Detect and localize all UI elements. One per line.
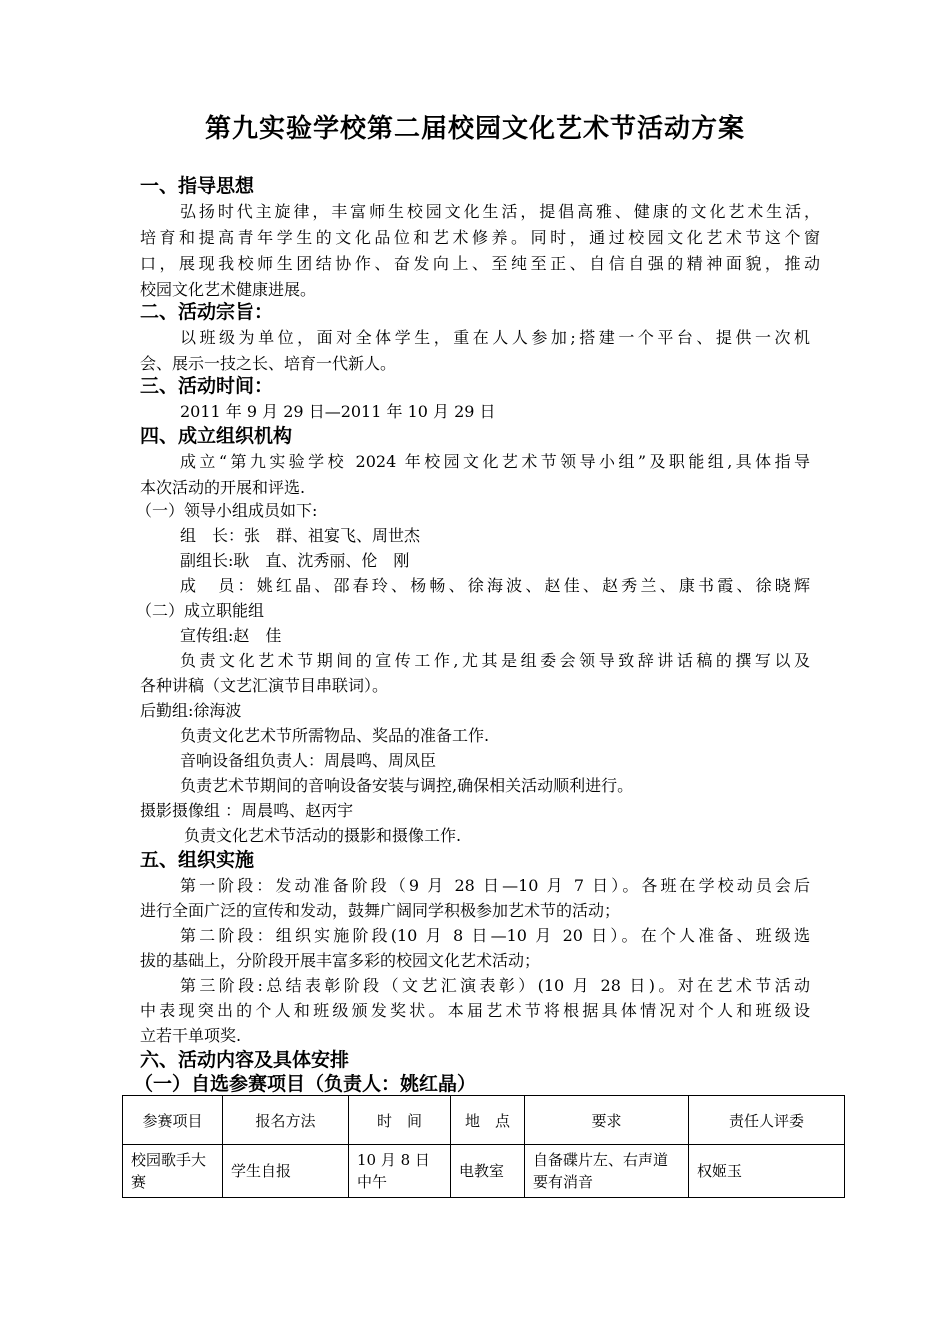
- paragraph-line: 摄影摄像组 ：周晨鸣、赵丙宇: [140, 801, 354, 820]
- table-header-cell: 参赛项目: [123, 1096, 223, 1145]
- activities-table: [122, 1095, 845, 1198]
- document-title: 第九实验学校第二届校园文化艺术节活动方案: [204, 114, 745, 144]
- paragraph-line: 第二阶段：组织实施阶段(10 月 8 日—10 月 20 日）。在个人准备、班级选: [180, 926, 810, 945]
- paragraph-line: 负责文化艺术节期间的宣传工作,尤其是组委会领导致辞讲话稿的撰写以及: [180, 651, 810, 670]
- paragraph-line: 组 长：张 群、祖宴飞、周世杰: [180, 526, 421, 545]
- heading-purpose: 二、活动宗旨：: [140, 301, 274, 323]
- heading-implementation: 五、组织实施: [140, 849, 255, 871]
- heading-guiding-thought: 一、指导思想: [140, 175, 255, 197]
- paragraph-line: 会、展示一技之长、培育一代新人。: [140, 354, 397, 373]
- paragraph-line: 校园文化艺术健康进展。: [140, 280, 317, 299]
- table-cell: 自备碟片左、右声道要有消音: [525, 1145, 689, 1198]
- table-cell: 学生自报: [223, 1145, 349, 1198]
- paragraph-line: 第三阶段:总结表彰阶段（文艺汇演表彰）(10 月 28 日)。对在艺术节活动: [180, 976, 810, 995]
- paragraph-line: 成立“第九实验学校 2024 年校园文化艺术节领导小组”及职能组,具体指导: [180, 452, 810, 471]
- paragraph-line: 负责文化艺术节活动的摄影和摄像工作.: [184, 826, 462, 845]
- paragraph-line: 成 员：姚红晶、邵春玲、杨畅、徐海波、赵佳、赵秀兰、康书霞、徐晓辉: [180, 576, 810, 595]
- paragraph-line: 各种讲稿（文艺汇演节目串联词）。: [140, 676, 389, 695]
- paragraph-line: 负责文化艺术节所需物品、奖品的准备工作.: [180, 726, 490, 745]
- table-header-cell: 地 点: [451, 1096, 525, 1145]
- paragraph-line: 中表现突出的个人和班级颁发奖状。本届艺术节将根据具体情况对个人和班级设: [140, 1001, 810, 1020]
- table-header-cell: 要求: [525, 1096, 689, 1145]
- paragraph-line: （一）领导小组成员如下:: [136, 501, 318, 520]
- paragraph-line: 拔的基础上，分阶段开展丰富多彩的校园文化艺术活动；: [140, 951, 541, 970]
- heading-organization: 四、成立组织机构: [140, 425, 293, 447]
- table-header-cell: 责任人评委: [689, 1096, 845, 1145]
- paragraph-line: 后勤组:徐海波: [140, 701, 242, 720]
- table-header-cell: 报名方法: [223, 1096, 349, 1145]
- paragraph-line: 宣传组:赵 佳: [180, 626, 282, 645]
- paragraph-line: （二）成立职能组: [136, 601, 265, 620]
- paragraph-line: 音响设备组负责人：周晨鸣、周凤臣: [180, 751, 437, 770]
- paragraph-line: 进行全面广泛的宣传和发动，鼓舞广阔同学积极参加艺术节的活动；: [140, 901, 621, 920]
- paragraph-line: 以班级为单位，面对全体学生，重在人人参加;搭建一个平台、提供一次机: [180, 328, 810, 347]
- paragraph-line: 负责艺术节期间的音响设备安装与调控,确保相关活动顺利进行。: [180, 776, 634, 795]
- table-cell: 校园歌手大赛: [123, 1145, 223, 1198]
- table-header-cell: 时 间: [349, 1096, 451, 1145]
- paragraph-line: 副组长:耿 直、沈秀丽、伦 刚: [180, 551, 410, 570]
- subheading-elective-items: （一）自选参赛项目（负责人：姚红晶）: [134, 1073, 477, 1095]
- table-cell: 10 月 8 日中午: [349, 1145, 451, 1198]
- paragraph-line: 2011 年 9 月 29 日—2011 年 10 月 29 日: [180, 402, 496, 421]
- heading-time: 三、活动时间：: [140, 375, 274, 397]
- paragraph-line: 本次活动的开展和评选.: [140, 478, 306, 497]
- heading-activities: 六、活动内容及具体安排: [140, 1049, 350, 1071]
- paragraph-line: 培育和提高青年学生的文化品位和艺术修养。同时，通过校园文化艺术节这个窗: [140, 228, 820, 247]
- paragraph-line: 口，展现我校师生团结协作、奋发向上、至纯至正、自信自强的精神面貌，推动: [140, 254, 820, 273]
- table-cell: 权姬玉: [689, 1145, 845, 1198]
- table-cell: 电教室: [451, 1145, 525, 1198]
- paragraph-line: 第一阶段：发动准备阶段（9 月 28 日—10 月 7 日）。各班在学校动员会后: [180, 876, 810, 895]
- table-header-row: [123, 1096, 845, 1145]
- paragraph-line: 弘扬时代主旋律，丰富师生校园文化生活，提倡高雅、健康的文化艺术生活，: [180, 202, 820, 221]
- paragraph-line: 立若干单项奖.: [140, 1026, 242, 1045]
- table-row: [123, 1145, 845, 1198]
